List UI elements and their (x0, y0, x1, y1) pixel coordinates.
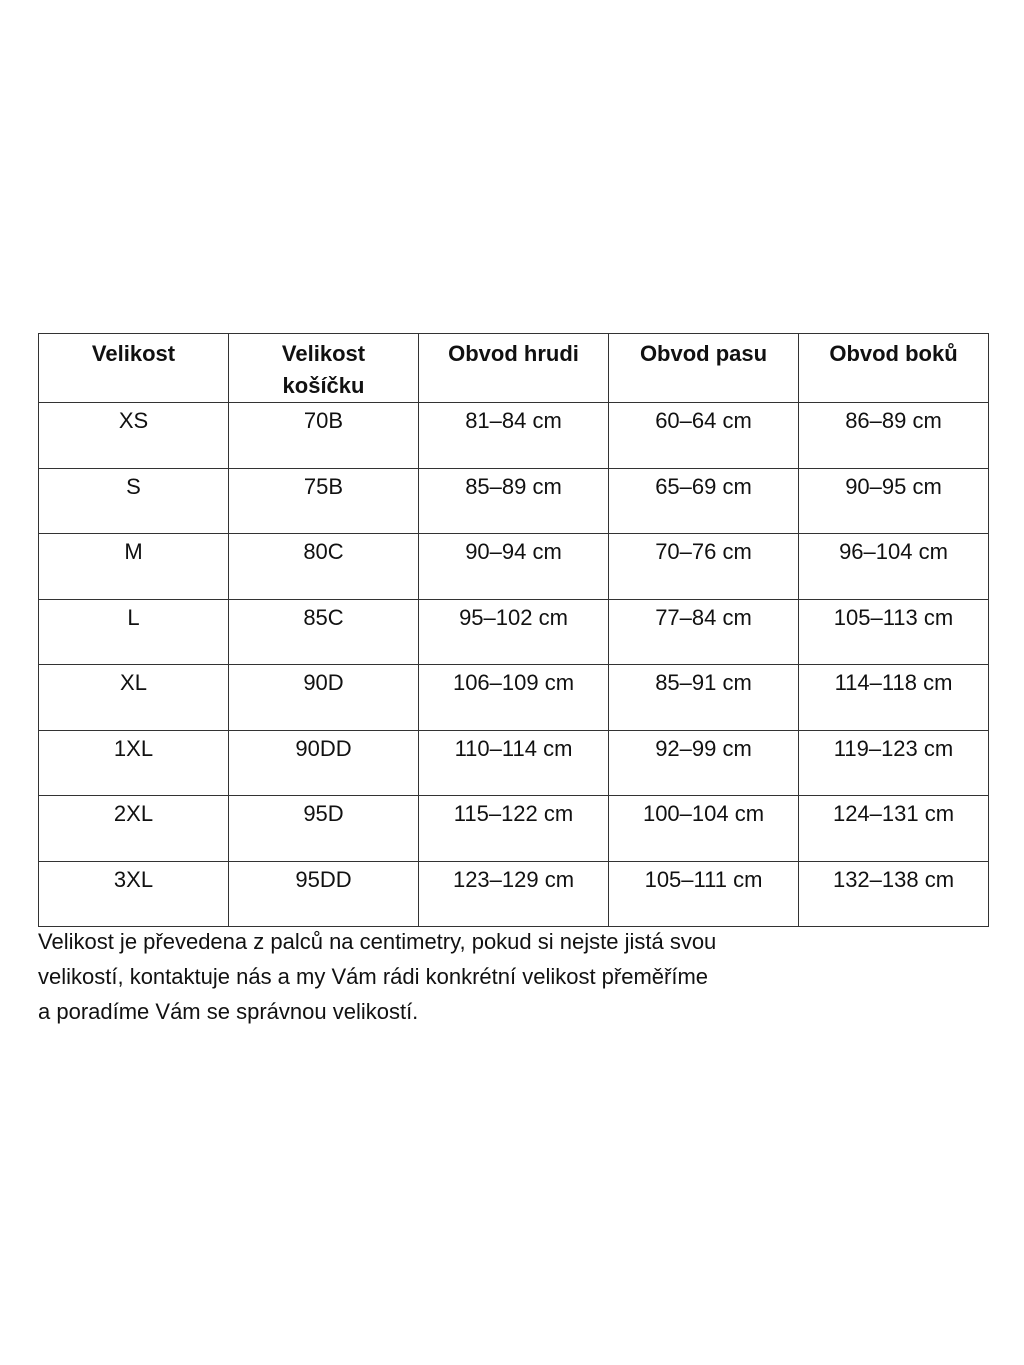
cell-size: 1XL (39, 730, 229, 796)
header-row (39, 334, 989, 403)
cell-hips: 90–95 cm (799, 468, 989, 534)
cell-chest: 123–129 cm (419, 861, 609, 927)
table-body (39, 403, 989, 927)
cell-hips: 114–118 cm (799, 665, 989, 731)
cell-size: XL (39, 665, 229, 731)
header-size: Velikost (39, 334, 229, 403)
table-row (39, 861, 989, 927)
cell-cup: 80C (229, 534, 419, 600)
cell-size: 2XL (39, 796, 229, 862)
header-cup-size (229, 334, 419, 403)
cell-waist: 92–99 cm (609, 730, 799, 796)
cell-cup: 90DD (229, 730, 419, 796)
table-row (39, 468, 989, 534)
cell-chest: 115–122 cm (419, 796, 609, 862)
cell-chest: 90–94 cm (419, 534, 609, 600)
cell-chest: 106–109 cm (419, 665, 609, 731)
cell-size: L (39, 599, 229, 665)
cell-hips: 105–113 cm (799, 599, 989, 665)
note-line-2: velikostí, kontaktuje nás a my Vám rádi konkrétní velikost přeměříme (38, 964, 709, 989)
header-cup-line1: Velikost (281, 341, 366, 366)
cell-waist: 70–76 cm (609, 534, 799, 600)
cell-waist: 100–104 cm (609, 796, 799, 862)
cell-waist: 85–91 cm (609, 665, 799, 731)
cell-hips: 132–138 cm (799, 861, 989, 927)
cell-size: 3XL (39, 861, 229, 927)
header-waist: Obvod pasu (609, 334, 799, 403)
cell-hips: 124–131 cm (799, 796, 989, 862)
cell-size: XS (39, 403, 229, 469)
table-row (39, 403, 989, 469)
cell-cup: 95D (229, 796, 419, 862)
header-hips: Obvod boků (799, 334, 989, 403)
cell-hips: 96–104 cm (799, 534, 989, 600)
note-line-3: a poradíme Vám se správnou velikostí. (38, 999, 419, 1024)
cell-hips: 119–123 cm (799, 730, 989, 796)
cell-cup: 70B (229, 403, 419, 469)
cell-size: S (39, 468, 229, 534)
table-row (39, 796, 989, 862)
table-header (39, 334, 989, 403)
note-line-1: Velikost je převedena z palců na centimetry, pokud si nejste jistá svou (38, 929, 717, 954)
cell-hips: 86–89 cm (799, 403, 989, 469)
cell-chest: 81–84 cm (419, 403, 609, 469)
cell-chest: 110–114 cm (419, 730, 609, 796)
header-chest: Obvod hrudi (419, 334, 609, 403)
cell-waist: 77–84 cm (609, 599, 799, 665)
table-row (39, 599, 989, 665)
table-row (39, 534, 989, 600)
table-row (39, 665, 989, 731)
cell-cup: 85C (229, 599, 419, 665)
cell-cup: 95DD (229, 861, 419, 927)
size-note (38, 924, 838, 1029)
cell-cup: 90D (229, 665, 419, 731)
cell-size: M (39, 534, 229, 600)
cell-cup: 75B (229, 468, 419, 534)
cell-waist: 60–64 cm (609, 403, 799, 469)
cell-chest: 95–102 cm (419, 599, 609, 665)
table-row (39, 730, 989, 796)
cell-chest: 85–89 cm (419, 468, 609, 534)
cell-waist: 65–69 cm (609, 468, 799, 534)
cell-waist: 105–111 cm (609, 861, 799, 927)
header-cup-line2: košíčku (282, 373, 365, 398)
size-chart-table (38, 333, 989, 927)
